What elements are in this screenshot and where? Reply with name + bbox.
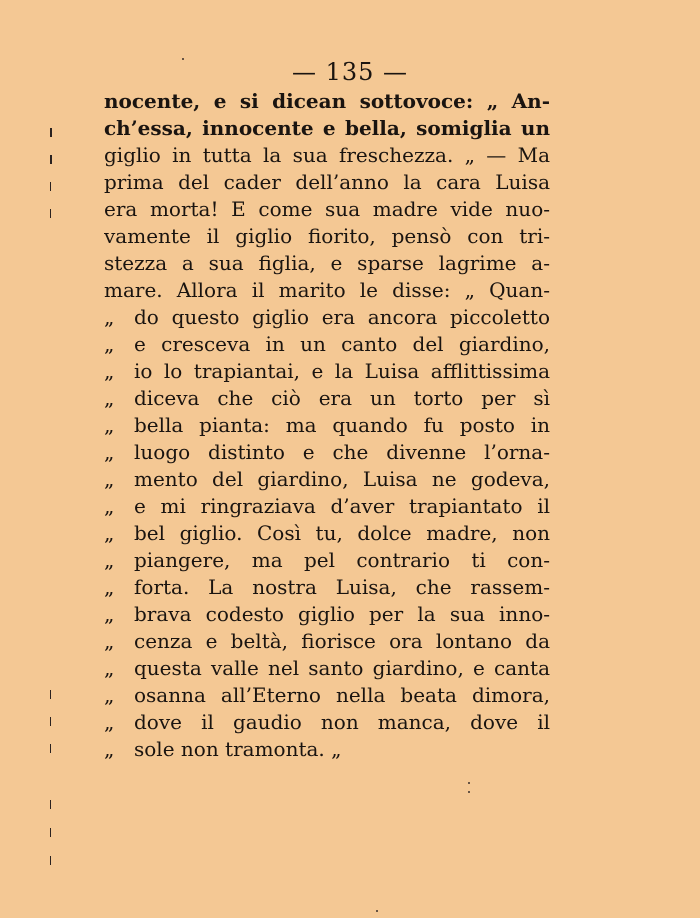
quote-mark: „ [104,737,115,761]
text-line [104,223,550,250]
line-text: vamente il giglio fiorito, pensò con tri- [104,224,550,248]
speck [182,58,184,60]
text-line [104,682,550,709]
line-text: do questo giglio era ancora piccoletto [134,305,550,329]
margin-mark [50,856,51,865]
speck [376,910,378,912]
margin-mark [50,209,51,218]
margin-mark [50,182,51,191]
text-line [104,196,550,223]
line-text: e mi ringraziava d’aver trapiantato il [134,494,550,518]
quote-mark: „ [104,548,115,572]
quote-mark: „ [104,710,115,734]
quote-mark: „ [104,521,115,545]
text-line [104,331,550,358]
line-text: stezza a sua figlia, e sparse lagrime a- [104,251,550,275]
margin-mark [50,828,51,837]
text-line [104,385,550,412]
margin-mark [50,744,51,753]
line-text: forta. La nostra Luisa, che rassem- [134,575,550,599]
text-line [104,412,550,439]
text-line [104,169,550,196]
text-line [104,628,550,655]
quote-mark: „ [104,629,115,653]
text-line [104,304,550,331]
line-text: sole non tramonta. „ [134,737,342,761]
quote-mark: „ [104,494,115,518]
line-text: diceva che ciò era un torto per sì [134,386,550,410]
speck [468,782,470,784]
page-number: — 135 — [291,58,409,86]
text-line [104,493,550,520]
line-text: mento del giardino, Luisa ne godeva, [134,467,550,491]
line-text: bella pianta: ma quando fu posto in [134,413,550,437]
margin-mark [50,155,52,164]
margin-mark [50,800,51,809]
line-text: mare. Allora il marito le disse: „ Quan- [104,278,550,302]
text-line [104,142,550,169]
quote-mark: „ [104,359,115,383]
line-text: giglio in tutta la sua freschezza. „ — Ma [104,143,550,167]
text-line [104,736,550,763]
line-text: osanna all’Eterno nella beata dimora, [134,683,550,707]
text-line [104,655,550,682]
line-text: questa valle nel santo giardino, e canta [134,656,550,680]
line-text: era morta! E come sua madre vide nuo- [104,197,550,221]
line-text: e cresceva in un canto del giardino, [134,332,550,356]
line-text: prima del cader dell’anno la cara Luisa [104,170,550,194]
line-text: dove il gaudio non manca, dove il [134,710,550,734]
quote-mark: „ [104,413,115,437]
text-line [104,466,550,493]
quote-mark: „ [104,332,115,356]
quote-mark: „ [104,683,115,707]
margin-mark [50,128,52,137]
text-line [104,547,550,574]
quote-mark: „ [104,467,115,491]
text-line [104,574,550,601]
quote-mark: „ [104,386,115,410]
text-line [104,250,550,277]
text-line [104,439,550,466]
quote-mark: „ [104,440,115,464]
line-text: piangere, ma pel contrario ti con- [134,548,550,572]
line-text: luogo distinto e che divenne l’orna- [134,440,550,464]
line-text: ch’essa, innocente e bella, somiglia un [104,116,550,140]
quote-mark: „ [104,656,115,680]
body-text [104,88,550,763]
text-line [104,115,550,142]
text-line [104,277,550,304]
text-line [104,88,550,115]
line-text: cenza e beltà, fiorisce ora lontano da [134,629,550,653]
line-text: nocente, e si dicean sottovoce: „ An- [104,89,550,113]
margin-mark [50,717,51,726]
margin-mark [50,690,51,699]
quote-mark: „ [104,305,115,329]
text-line [104,358,550,385]
quote-mark: „ [104,575,115,599]
quote-mark: „ [104,602,115,626]
line-text: bel giglio. Così tu, dolce madre, non [134,521,550,545]
text-line [104,520,550,547]
line-text: brava codesto giglio per la sua inno- [134,602,550,626]
line-text: io lo trapiantai, e la Luisa afflittissima [134,359,550,383]
text-line [104,601,550,628]
speck [468,791,470,793]
text-line [104,709,550,736]
